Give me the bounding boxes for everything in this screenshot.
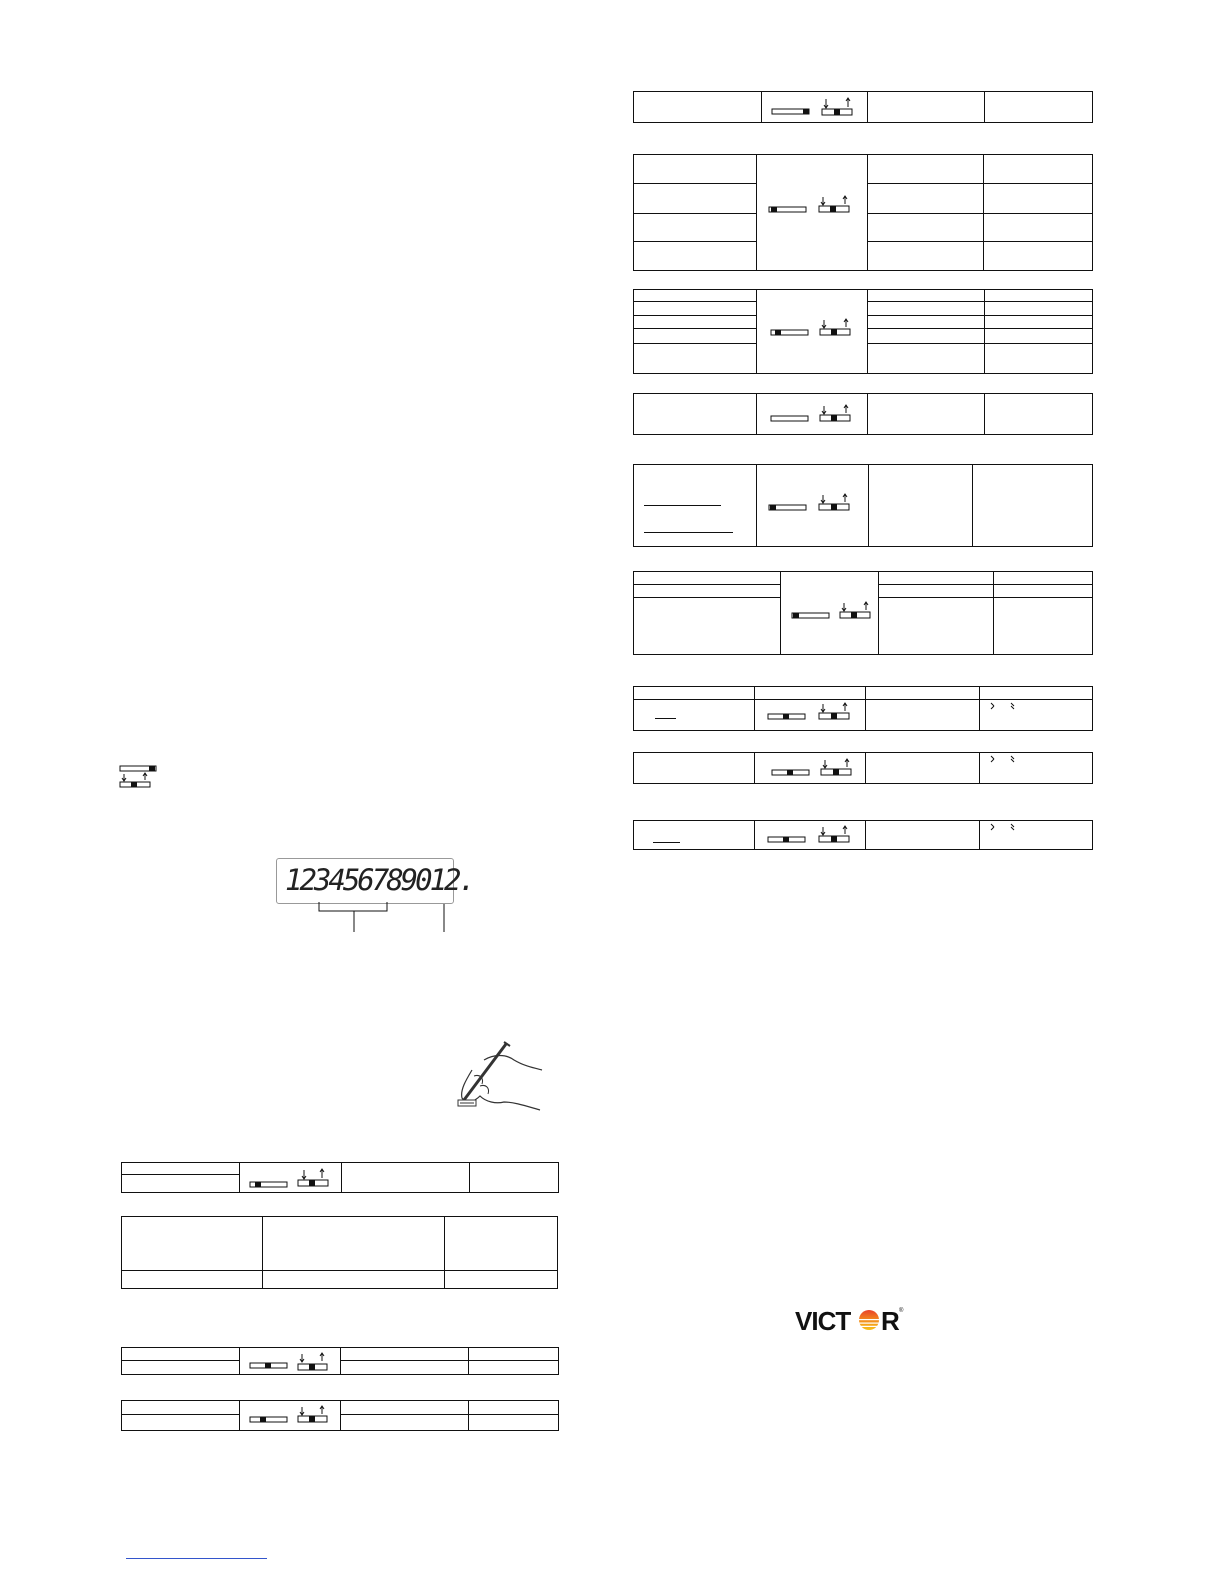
cell bbox=[868, 184, 984, 214]
cell bbox=[868, 344, 985, 374]
right-table-8 bbox=[633, 752, 1093, 784]
cell bbox=[866, 687, 980, 700]
cell bbox=[868, 329, 985, 344]
link-underline[interactable] bbox=[126, 1558, 267, 1559]
cell bbox=[341, 1401, 469, 1415]
right-table-1 bbox=[633, 91, 1093, 123]
cell bbox=[634, 92, 762, 123]
underline bbox=[644, 505, 721, 506]
switch-cell bbox=[240, 1163, 342, 1193]
cell bbox=[868, 394, 985, 435]
right-table-2 bbox=[633, 154, 1093, 271]
cell bbox=[634, 585, 781, 598]
cell bbox=[985, 344, 1093, 374]
cell bbox=[445, 1217, 558, 1271]
right-table-9 bbox=[633, 820, 1093, 850]
cell bbox=[866, 821, 980, 850]
cell bbox=[634, 753, 755, 784]
cell bbox=[985, 290, 1093, 302]
round-cell bbox=[980, 753, 1093, 784]
cell bbox=[122, 1415, 240, 1431]
switch-cell bbox=[757, 155, 868, 271]
cell bbox=[470, 1163, 559, 1193]
cell bbox=[122, 1217, 263, 1271]
cell bbox=[866, 700, 980, 731]
switch-cell bbox=[757, 290, 868, 374]
cell bbox=[879, 585, 994, 598]
example-table-4 bbox=[121, 1400, 559, 1431]
cell bbox=[122, 1271, 263, 1289]
cell bbox=[634, 316, 757, 329]
cell bbox=[984, 155, 1093, 184]
underline bbox=[644, 532, 733, 533]
cell bbox=[879, 598, 994, 655]
cell bbox=[985, 92, 1093, 123]
cell bbox=[985, 316, 1093, 329]
cell bbox=[994, 572, 1093, 585]
switch-cell bbox=[762, 92, 868, 123]
cell bbox=[634, 687, 755, 700]
switch-legend-icon bbox=[118, 764, 160, 788]
cell bbox=[984, 184, 1093, 214]
trademark: ® bbox=[899, 1308, 904, 1314]
cell bbox=[634, 302, 757, 316]
cell bbox=[469, 1401, 559, 1415]
cell bbox=[263, 1217, 445, 1271]
logo-text-right: R bbox=[881, 1306, 900, 1336]
cell bbox=[755, 687, 866, 700]
cell bbox=[469, 1361, 559, 1375]
sun-logo-icon bbox=[858, 1309, 880, 1331]
right-table-5 bbox=[633, 464, 1093, 547]
cell bbox=[634, 572, 781, 585]
switch-cell bbox=[755, 821, 866, 850]
cell bbox=[868, 242, 984, 271]
cell bbox=[869, 465, 973, 547]
cell bbox=[634, 465, 757, 547]
round-cell bbox=[980, 700, 1093, 731]
right-table-7 bbox=[633, 686, 1093, 731]
cell bbox=[985, 394, 1093, 435]
cell bbox=[634, 214, 757, 242]
cell bbox=[634, 290, 757, 302]
cell bbox=[634, 184, 757, 214]
right-table-3 bbox=[633, 289, 1093, 374]
example-table-1 bbox=[121, 1162, 559, 1193]
cell bbox=[985, 302, 1093, 316]
switch-cell bbox=[755, 753, 866, 784]
switch-cell bbox=[240, 1348, 341, 1375]
cell bbox=[868, 290, 985, 302]
switch-cell bbox=[781, 572, 879, 655]
cell bbox=[342, 1163, 470, 1193]
cell bbox=[985, 329, 1093, 344]
cell bbox=[634, 344, 757, 374]
cell bbox=[341, 1348, 469, 1361]
cell bbox=[984, 242, 1093, 271]
cell bbox=[469, 1415, 559, 1431]
cell bbox=[634, 394, 757, 435]
switch-cell bbox=[240, 1401, 341, 1431]
cell bbox=[994, 598, 1093, 655]
cell bbox=[122, 1361, 240, 1375]
cell bbox=[263, 1271, 445, 1289]
cell bbox=[973, 465, 1093, 547]
right-table-6 bbox=[633, 571, 1093, 655]
cell bbox=[341, 1415, 469, 1431]
cell bbox=[341, 1361, 469, 1375]
underline bbox=[655, 718, 676, 719]
switch-cell bbox=[757, 465, 869, 547]
hand-writing-icon bbox=[444, 1040, 544, 1112]
underline bbox=[653, 842, 680, 843]
lcd-digits: 123456789012. bbox=[285, 863, 473, 897]
logo-text-left: VICT bbox=[795, 1306, 851, 1336]
cell bbox=[879, 572, 994, 585]
cell bbox=[868, 214, 984, 242]
example-table-3 bbox=[121, 1347, 559, 1375]
example-table-2 bbox=[121, 1216, 558, 1289]
cell bbox=[868, 302, 985, 316]
cell bbox=[634, 598, 781, 655]
cell bbox=[445, 1271, 558, 1289]
cell bbox=[122, 1348, 240, 1361]
victor-logo bbox=[795, 1306, 915, 1338]
cell bbox=[994, 585, 1093, 598]
display-pointers bbox=[300, 900, 470, 934]
cell bbox=[634, 242, 757, 271]
right-table-4 bbox=[633, 393, 1093, 435]
cell bbox=[984, 214, 1093, 242]
cell bbox=[980, 687, 1093, 700]
cell bbox=[866, 753, 980, 784]
cell bbox=[122, 1163, 240, 1175]
cell bbox=[122, 1175, 240, 1193]
cell bbox=[634, 700, 755, 731]
switch-cell bbox=[755, 700, 866, 731]
lcd-display bbox=[276, 858, 473, 904]
cell bbox=[634, 155, 757, 184]
switch-cell bbox=[757, 394, 868, 435]
round-cell bbox=[980, 821, 1093, 850]
cell bbox=[868, 92, 985, 123]
cell bbox=[868, 316, 985, 329]
cell bbox=[469, 1348, 559, 1361]
cell bbox=[634, 821, 755, 850]
cell bbox=[868, 155, 984, 184]
cell bbox=[634, 329, 757, 344]
cell bbox=[122, 1401, 240, 1415]
